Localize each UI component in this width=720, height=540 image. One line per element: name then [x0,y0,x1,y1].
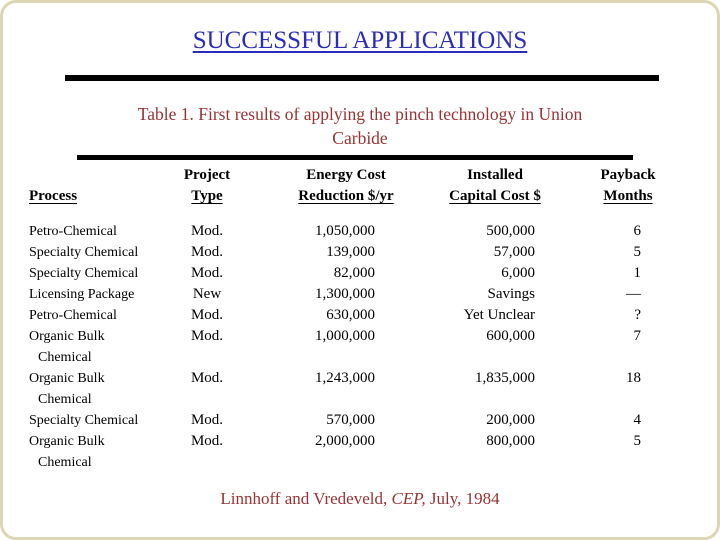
process-line-1: Organic Bulk [29,434,105,449]
table-row [29,242,681,263]
header-capital-cost-line-1: Installed [467,167,523,183]
cell-payback: 1 [633,265,641,281]
table-row [29,431,681,473]
cell-capital-cost: 57,000 [493,244,535,260]
cell-process [29,410,159,431]
cell-energy-cost: 630,000 [326,307,375,323]
results-table [29,155,681,473]
table-row [29,410,681,431]
process-line-2: Chemical [38,350,92,365]
header-process-label: Process [29,188,78,204]
table-row [29,368,681,410]
cell-capital-cost: 6,000 [501,265,535,281]
cell-process [29,305,159,326]
cell-payback: 5 [633,244,641,260]
cell-capital-cost: Yet Unclear [463,307,535,323]
cell-project-type: Mod. [190,244,224,260]
header-capital-cost-line-2: Capital Cost $ [449,188,541,204]
cell-energy-cost: 570,000 [326,412,375,428]
cell-process [29,431,159,473]
cell-payback: 18 [626,370,641,386]
process-line-1: Specialty Chemical [29,245,139,260]
table-top-rule [77,155,633,160]
cell-process [29,263,159,284]
cell-capital-cost: 800,000 [486,433,535,449]
cell-energy-cost: 1,050,000 [315,223,375,239]
cell-capital-cost: 500,000 [486,223,535,239]
table-row [29,284,681,305]
footer-citation-prefix: Linnhoff and Vredeveld, [220,489,392,508]
cell-project-type: Mod. [190,433,224,449]
header-energy-cost-line-1: Energy Cost [306,167,386,183]
cell-process [29,368,159,410]
cell-project-type: Mod. [190,223,224,239]
cell-capital-cost: 600,000 [486,328,535,344]
header-capital-cost [421,165,585,207]
cell-payback: 6 [633,223,641,239]
cell-project-type: Mod. [190,328,224,344]
header-process [29,186,159,207]
cell-energy-cost: 82,000 [333,265,375,281]
table-row [29,326,681,368]
header-project-type [159,165,255,207]
table-body [29,221,681,473]
process-line-1: Petro-Chemical [29,224,117,239]
process-line-1: Licensing Package [29,287,135,302]
table-row [29,221,681,242]
title-divider [65,75,659,81]
table-caption [3,102,717,150]
cell-process [29,221,159,242]
caption-line-2: Carbide [332,128,388,148]
footer-citation-journal: CEP, [391,489,426,508]
cell-energy-cost: 139,000 [326,244,375,260]
cell-payback: 5 [633,433,641,449]
cell-capital-cost: Savings [487,286,535,302]
cell-energy-cost: 1,000,000 [315,328,375,344]
header-payback [585,165,681,207]
process-line-1: Specialty Chemical [29,266,139,281]
process-line-2: Chemical [38,455,92,470]
header-energy-cost [255,165,421,207]
cell-energy-cost: 2,000,000 [315,433,375,449]
footer-citation-suffix: July, 1984 [425,489,500,508]
page-title: SUCCESSFUL APPLICATIONS [192,27,528,54]
cell-project-type: New [192,286,222,302]
cell-process [29,326,159,368]
cell-energy-cost: 1,300,000 [315,286,375,302]
table-row [29,305,681,326]
cell-payback: 4 [633,412,641,428]
footer-citation [3,489,717,509]
header-project-type-line-2: Type [191,188,223,204]
cell-process [29,242,159,263]
cell-energy-cost: 1,243,000 [315,370,375,386]
cell-payback: 7 [633,328,641,344]
cell-payback: — [626,286,641,302]
header-payback-line-2: Months [603,188,653,204]
header-energy-cost-line-2: Reduction $/yr [298,188,394,204]
header-payback-line-1: Payback [600,167,656,183]
process-line-1: Specialty Chemical [29,413,139,428]
table-row [29,263,681,284]
cell-process [29,284,159,305]
caption-line-1: Table 1. First results of applying the pinch technology in Union [137,104,583,124]
cell-payback: ? [634,307,641,323]
cell-capital-cost: 200,000 [486,412,535,428]
table-header-row [29,165,681,207]
process-line-1: Organic Bulk [29,329,105,344]
cell-project-type: Mod. [190,307,224,323]
process-line-1: Organic Bulk [29,371,105,386]
process-line-2: Chemical [38,392,92,407]
process-line-1: Petro-Chemical [29,308,117,323]
cell-project-type: Mod. [190,370,224,386]
cell-project-type: Mod. [190,412,224,428]
cell-project-type: Mod. [190,265,224,281]
header-project-type-line-1: Project [183,167,231,183]
cell-capital-cost: 1,835,000 [475,370,535,386]
